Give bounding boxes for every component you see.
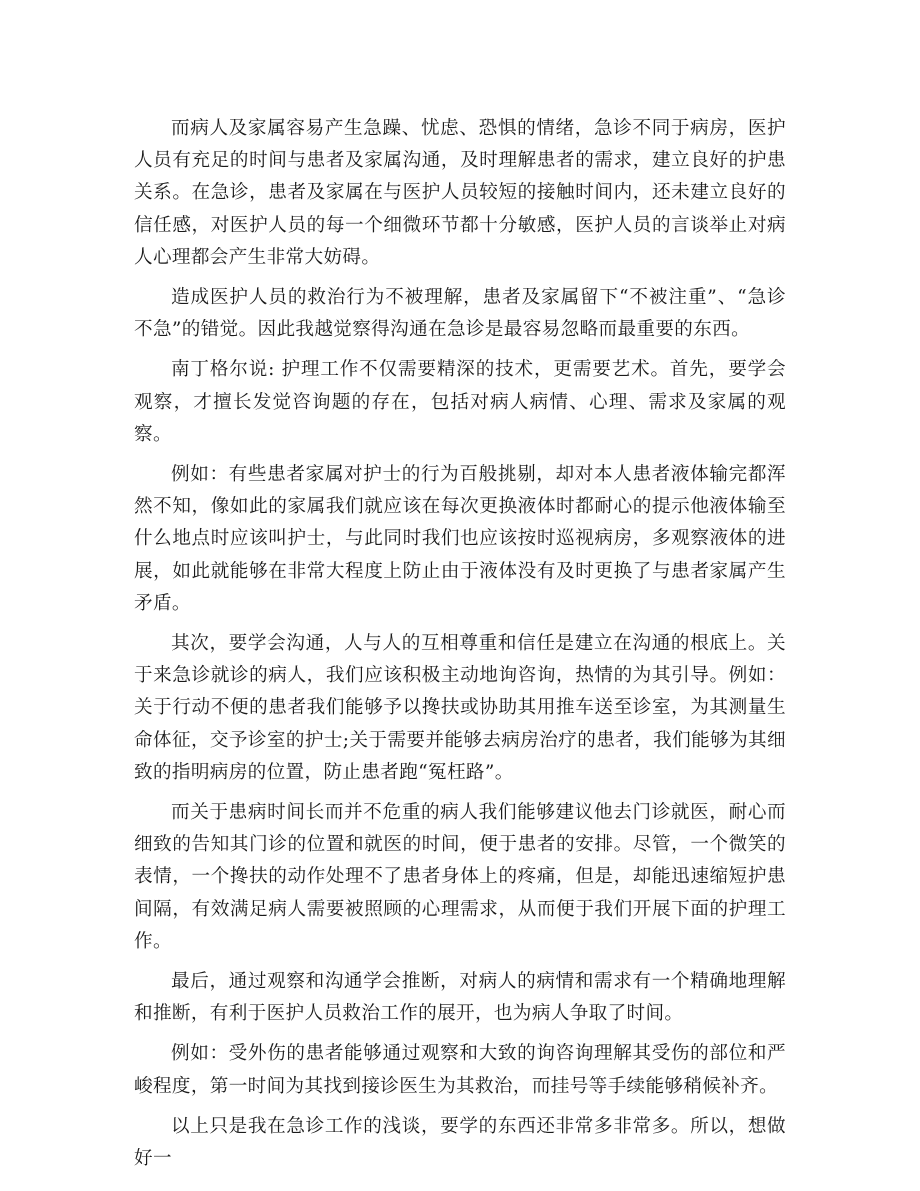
paragraph: 南丁格尔说: 护理工作不仅需要精深的技术，更需要艺术。首先，要学会观察，才擅长发觉咨询题的存在，包括对病人病情、心理、需求及家属的观察。 (134, 359, 786, 445)
document-body (134, 113, 786, 1183)
paragraph: 以上只是我在急诊工作的浅谈，要学的东西还非常多非常多。所以，想做好一 (134, 1115, 786, 1170)
paragraph: 造成医护人员的救治行为不被理解，患者及家属留下“不被注重”、“急诊不急”的错觉。因此我越觉察得沟通在急诊是最容易忽略而最重要的东西。 (134, 287, 786, 341)
paragraph: 最后，通过观察和沟通学会推断，对病人的病情和需求有一个精确地理解和推断，有利于医护人员救治工作的展开，也为病人争取了时间。 (134, 971, 786, 1025)
paragraph: 其次，要学会沟通，人与人的互相尊重和信任是建立在沟通的根底上。关于来急诊就诊的病人，我们应该积极主动地询咨询，热情的为其引导。例如：关于行动不便的患者我们能够予以搀扶或协助其用推车送至诊室，为其测量生命体征，交予诊室的护士;关于需要并能够去病房治疗的患者，我们能够为其细致的指明病房的位置，防止患者跑“冤枉路”。 (134, 633, 786, 783)
paragraph: 例如：受外伤的患者能够通过观察和大致的询咨询理解其受伤的部位和严峻程度，第一时间为其找到接诊医生为其救治，而挂号等手续能够稍候补齐。 (134, 1043, 786, 1097)
paragraph: 而病人及家属容易产生急躁、忧虑、恐惧的情绪，急诊不同于病房，医护人员有充足的时间与患者及家属沟通，及时理解患者的需求，建立良好的护患关系。在急诊，患者及家属在与医护人员较短的接触时间内，还未建立良好的信任感，对医护人员的每一个细微环节都十分敏感，医护人员的言谈举止对病人心理都会产生非常大妨碍。 (134, 118, 786, 268)
paragraph: 而关于患病时间长而并不危重的病人我们能够建议他去门诊就医，耐心而细致的告知其门诊的位置和就医的时间，便于患者的安排。尽管，一个微笑的表情，一个搀扶的动作处理不了患者身体上的疼痛，但是，却能迅速缩短护患间隔，有效满足病人需要被照顾的心理需求，从而便于我们开展下面的护理工作。 (134, 802, 786, 952)
paragraph: 例如：有些患者家属对护士的行为百般挑剔，却对本人患者液体输完都浑然不知，像如此的家属我们就应该在每次更换液体时都耐心的提示他液体输至什么地点时应该叫护士，与此同时我们也应该按时巡视病房，多观察液体的进展，如此就能够在非常大程度上防止由于液体没有及时更换了与患者家属产生矛盾。 (134, 464, 786, 614)
